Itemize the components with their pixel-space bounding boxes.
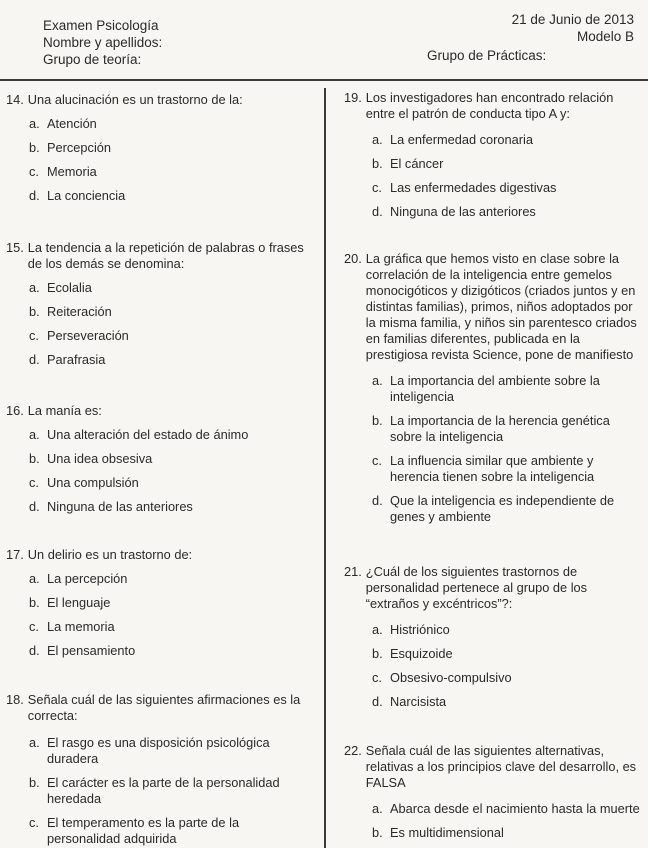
answer-option: a. Abarca desde el nacimiento hasta la muerte xyxy=(372,801,640,816)
answer-option: b. El cáncer xyxy=(372,156,444,171)
answer-option: c. Memoria xyxy=(29,164,97,179)
answer-option: c. Perseveración xyxy=(29,328,129,343)
answer-option: a. El rasgo es una disposición psicológica duradera xyxy=(29,735,270,766)
answer-option: c. La memoria xyxy=(29,619,115,634)
question-21 xyxy=(344,564,640,710)
question-text: ¿Cuál de los siguientes trastornos de personalidad pertenece al grupo de los “extraños y excéntricos”?: xyxy=(365,564,588,611)
question-number: 15. xyxy=(6,240,24,255)
question-text: La manía es: xyxy=(27,403,102,418)
answer-option: d. El pensamiento xyxy=(29,643,136,658)
answer-option: b. La importancia de la herencia genética sobre la inteligencia xyxy=(372,413,610,444)
answer-option: b. Esquizoide xyxy=(372,646,453,661)
answer-option: a. La percepción xyxy=(29,571,128,586)
answer-option: d. Parafrasia xyxy=(29,352,106,367)
answer-option: a. La enfermedad coronaria xyxy=(372,132,533,147)
answer-option: d. La conciencia xyxy=(29,188,126,203)
question-number: 19. xyxy=(344,90,362,105)
answer-option: b. Es multidimensional xyxy=(372,825,504,840)
exam-date: 21 de Junio de 2013 xyxy=(511,12,634,27)
answer-option: b. Reiteración xyxy=(29,304,112,319)
answer-option: b. Percepción xyxy=(29,140,112,155)
question-number: 16. xyxy=(6,403,24,418)
answer-option: c. El temperamento es la parte de la personalidad adquirida xyxy=(29,815,240,846)
answer-option: a. Ecolalia xyxy=(29,280,92,295)
answer-option: d. Ninguna de las anteriores xyxy=(372,204,536,219)
practice-group-label: Grupo de Prácticas: xyxy=(427,48,547,63)
question-text: La gráfica que hemos visto en clase sobre la correlación de la inteligencia entre gemelos monocigóticos y dizigóticos (criados juntos y en distintas familias), primos, niños adoptados por la misma familia, y niños sin parentesco criados en familias diferentes, publicada en la prestigiosa revista Science, pone de manifiesto xyxy=(365,251,637,362)
question-text: Señala cuál de las siguientes alternativas, relativas a los principios clave del desarrollo, es FALSA xyxy=(365,743,637,790)
answer-option: c. Obsesivo-compulsivo xyxy=(372,670,512,685)
exam-model: Modelo B xyxy=(576,29,634,44)
question-16 xyxy=(6,403,311,515)
question-15 xyxy=(6,240,311,368)
answer-option: a. Histriónico xyxy=(372,622,450,637)
question-text: Un delirio es un trastorno de: xyxy=(27,547,193,562)
question-20 xyxy=(344,251,644,525)
question-text: La tendencia a la repetición de palabras o frases de los demás se denomina: xyxy=(27,240,304,271)
answer-option: a. Una alteración del estado de ánimo xyxy=(29,427,249,442)
question-number: 14. xyxy=(6,92,24,107)
question-number: 17. xyxy=(6,547,24,562)
question-number: 20. xyxy=(344,251,362,266)
answer-option: c. Las enfermedades digestivas xyxy=(372,180,557,195)
answer-option: d. Que la inteligencia es independiente de genes y ambiente xyxy=(372,493,615,524)
answer-option: b. El carácter es la parte de la personalidad heredada xyxy=(29,775,280,806)
question-number: 22. xyxy=(344,743,362,758)
question-18 xyxy=(6,692,311,847)
answer-option: a. Atención xyxy=(29,116,97,131)
question-text: Los investigadores han encontrado relación entre el patrón de conducta tipo A y: xyxy=(365,90,614,121)
answer-option: d. Ninguna de las anteriores xyxy=(29,499,193,514)
answer-option: b. El lenguaje xyxy=(29,595,111,610)
answer-option: c. La influencia similar que ambiente y herencia tienen sobre la inteligencia xyxy=(372,453,595,484)
question-22 xyxy=(344,743,644,841)
question-19 xyxy=(344,90,640,220)
question-17 xyxy=(6,547,311,659)
answer-option: a. La importancia del ambiente sobre la inteligencia xyxy=(372,373,600,404)
answer-option: c. Una compulsión xyxy=(29,475,139,490)
theory-group-label: Grupo de teoría: xyxy=(43,52,142,67)
exam-title: Examen Psicología xyxy=(43,18,159,33)
question-text: Señala cuál de las siguientes afirmaciones es la correcta: xyxy=(27,692,301,723)
question-text: Una alucinación es un trastorno de la: xyxy=(27,92,243,107)
column-divider xyxy=(324,88,326,848)
answer-option: d. Narcisista xyxy=(372,694,447,709)
question-number: 21. xyxy=(344,564,362,579)
answer-option: b. Una idea obsesiva xyxy=(29,451,153,466)
question-number: 18. xyxy=(6,692,24,707)
question-14 xyxy=(6,92,311,204)
name-field-label: Nombre y apellidos: xyxy=(43,35,163,50)
header-divider xyxy=(0,79,648,81)
